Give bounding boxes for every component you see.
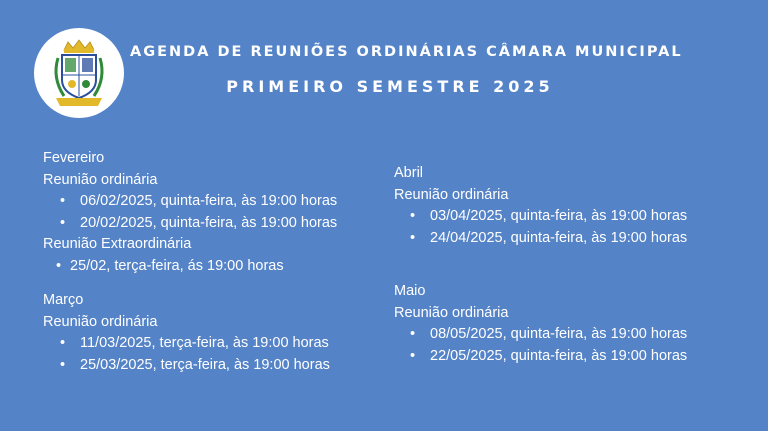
bullet-icon: • xyxy=(60,356,66,373)
list-item xyxy=(43,333,337,355)
list-item xyxy=(43,355,337,377)
list-item xyxy=(43,256,337,278)
section-label-ordinaria: Reunião ordinária xyxy=(43,313,158,330)
meeting-date: 25/03/2025, terça-feira, às 19:00 horas xyxy=(80,356,330,373)
list-item xyxy=(394,228,687,250)
bullet-icon: • xyxy=(410,229,416,246)
section-label-ordinaria: Reunião ordinária xyxy=(43,171,158,188)
bullet-icon: • xyxy=(56,257,62,274)
bullet-icon: • xyxy=(60,214,66,231)
section-label-ordinaria: Reunião ordinária xyxy=(394,304,509,321)
bullet-icon: • xyxy=(410,326,416,342)
meeting-date: 24/04/2025, quinta-feira, às 19:00 horas xyxy=(430,229,688,246)
meeting-date: 06/02/2025, quinta-feira, às 19:00 horas xyxy=(80,193,338,209)
list-item xyxy=(394,206,687,228)
month-heading-fevereiro: Fevereiro xyxy=(43,150,105,166)
right-schedule-column xyxy=(394,163,687,367)
bullet-icon: • xyxy=(410,208,416,224)
left-schedule-column xyxy=(43,148,337,376)
bullet-icon: • xyxy=(60,335,66,351)
coat-of-arms-icon xyxy=(34,28,124,118)
bullet-icon: • xyxy=(410,347,416,364)
meeting-date: 25/02, terça-feira, ás 19:00 horas xyxy=(70,257,284,274)
municipal-coat-of-arms-logo xyxy=(34,28,124,118)
month-heading-maio: Maio xyxy=(394,283,426,299)
list-item xyxy=(43,191,337,213)
list-item xyxy=(394,346,687,368)
meeting-date: 11/03/2025, terça-feira, às 19:00 horas xyxy=(80,335,329,351)
list-item xyxy=(394,324,687,346)
meeting-date: 08/05/2025, quinta-feira, às 19:00 horas xyxy=(430,326,688,342)
meeting-date: 03/04/2025, quinta-feira, às 19:00 horas xyxy=(430,208,688,224)
page-subtitle: PRIMEIRO SEMESTRE 2025 xyxy=(226,77,554,96)
list-item xyxy=(43,213,337,235)
section-label-ordinaria: Reunião ordinária xyxy=(394,186,509,203)
page-title: AGENDA DE REUNIÕES ORDINÁRIAS CÂMARA MUNICIPAL xyxy=(130,44,683,60)
meeting-date: 20/02/2025, quinta-feira, às 19:00 horas xyxy=(80,214,338,231)
section-label-extraordinaria: Reunião Extraordinária xyxy=(43,236,192,252)
bullet-icon: • xyxy=(60,193,66,209)
month-heading-marco: Março xyxy=(43,292,84,308)
meeting-date: 22/05/2025, quinta-feira, às 19:00 horas xyxy=(430,347,688,364)
month-heading-abril: Abril xyxy=(394,165,424,181)
